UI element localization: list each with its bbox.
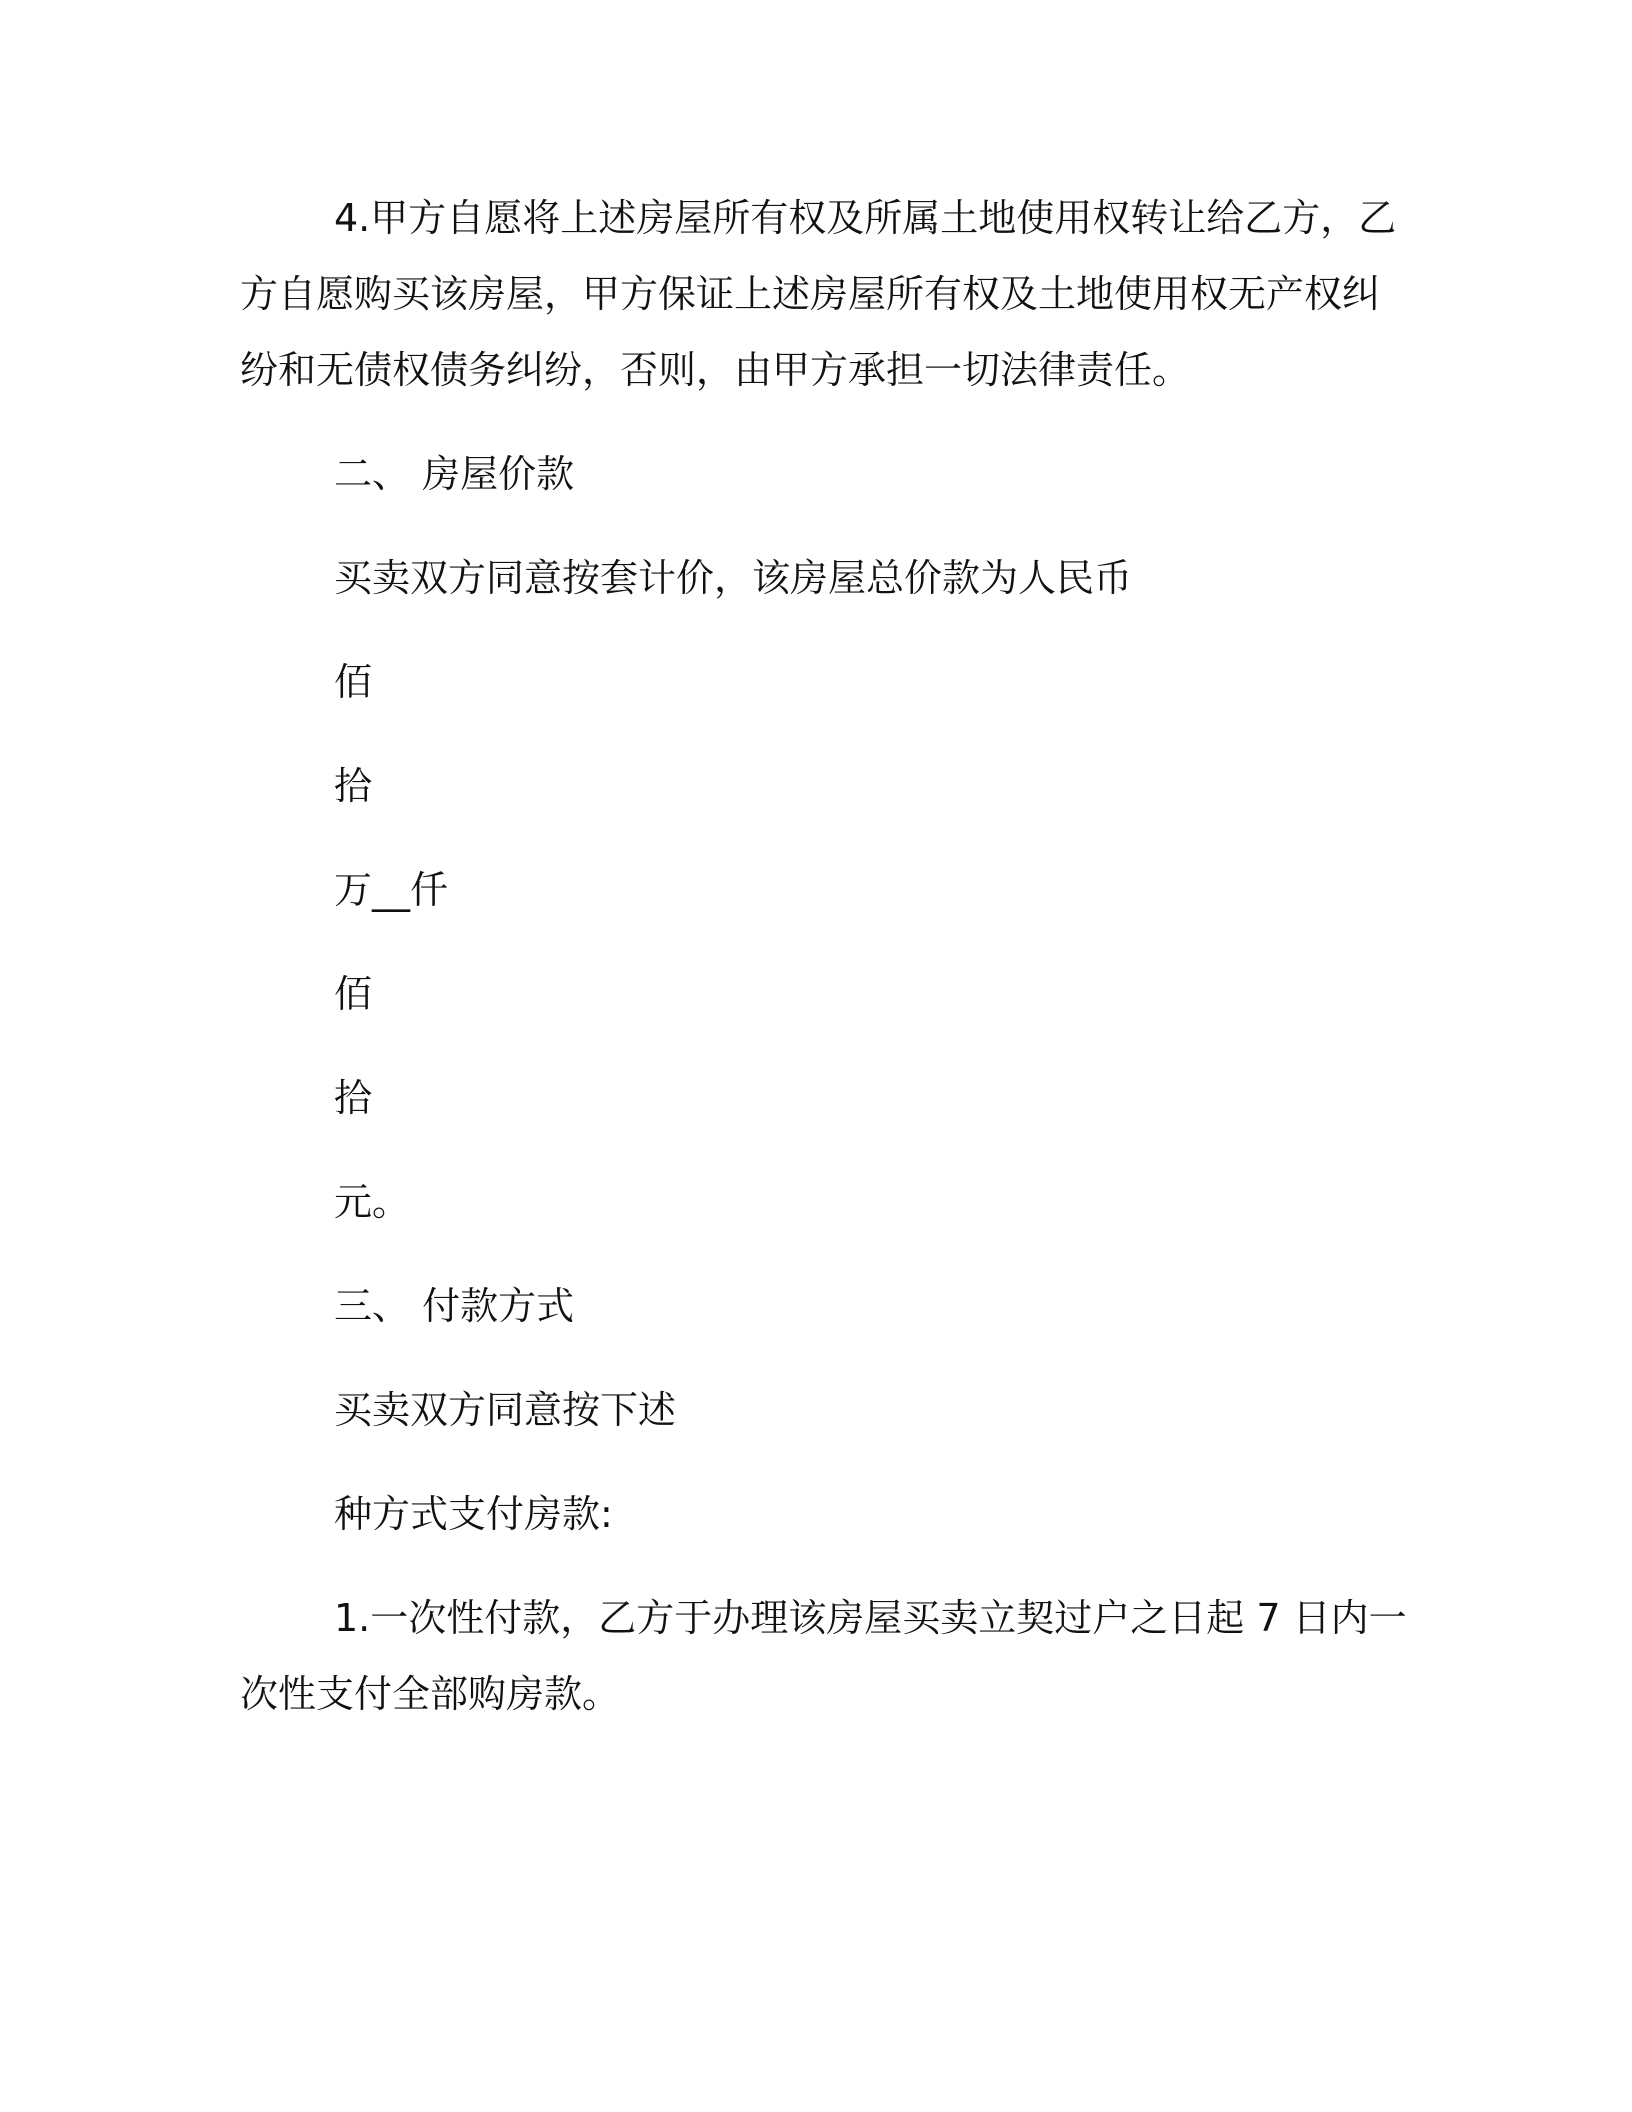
- section-2-intro: 买卖双方同意按套计价，该房屋总价款为人民币: [334, 556, 1133, 600]
- amount-line-bai-1: 佰: [334, 660, 373, 704]
- section-3-line-1: 买卖双方同意按下述: [334, 1388, 677, 1432]
- amount-line-bai-2: 佰: [334, 972, 373, 1016]
- amount-line-shi-2: 拾: [334, 1076, 373, 1120]
- clause-4-line-2: 方自愿购买该房屋，甲方保证上述房屋所有权及土地使用权无产权纠: [240, 272, 1381, 316]
- payment-item-1-line-1: 1.一次性付款，乙方于办理该房屋买卖立契过户之日起 7 日内一: [334, 1596, 1407, 1640]
- clause-4-line-3: 纷和无债权债务纠纷，否则，由甲方承担一切法律责任。: [240, 348, 1191, 392]
- payment-item-1-line-2: 次性支付全部购房款。: [240, 1672, 621, 1716]
- section-3-heading: 三、 付款方式: [334, 1284, 575, 1328]
- section-3-line-2: 种方式支付房款:: [334, 1492, 613, 1536]
- clause-4-line-1: 4.甲方自愿将上述房屋所有权及所属土地使用权转让给乙方，乙: [334, 196, 1397, 240]
- amount-line-shi-1: 拾: [334, 764, 373, 808]
- amount-line-wan-qian: 万__仟: [334, 868, 449, 912]
- section-2-heading: 二、 房屋价款: [334, 452, 575, 496]
- amount-line-yuan: 元。: [334, 1180, 411, 1224]
